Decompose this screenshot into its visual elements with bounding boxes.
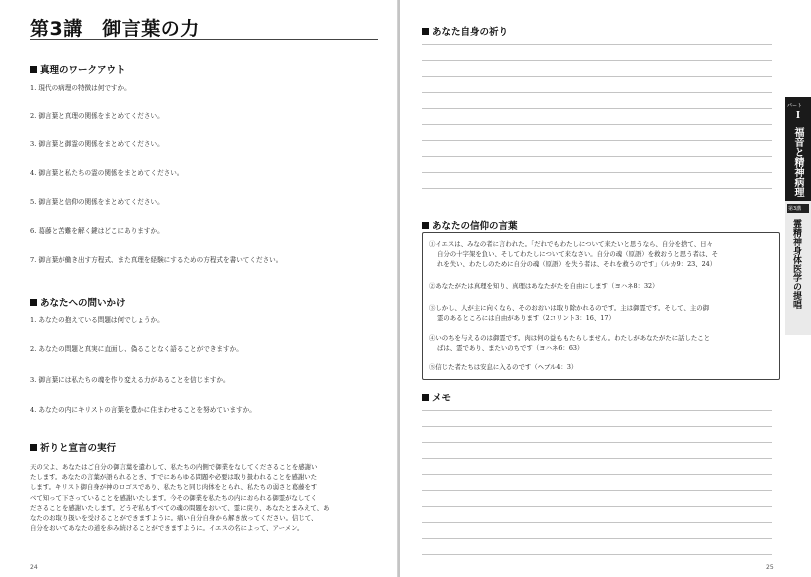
chapter-title: 霊精神身体医学の提唱: [791, 219, 801, 309]
square-bullet-icon: [30, 299, 37, 306]
square-bullet-icon: [422, 394, 429, 401]
section-heading-questions: あなたへの問いかけ: [30, 295, 126, 309]
prayer-line: たします。あなたの言葉が語られるとき、すでにあらゆる問題や必要は取り扱われることを感謝いた: [30, 473, 318, 482]
question-item: 4. 御言葉と私たちの霊の関係をまとめてください。: [30, 169, 184, 177]
right-page: [400, 0, 811, 577]
writing-line: [422, 60, 772, 61]
writing-line: [422, 522, 772, 523]
scripture-line: 自分の十字架を負い、そしてわたしについて来なさい。自分の魂（原語）を救おうと思う者は、そ: [437, 250, 719, 258]
scripture-line: れを失い、わたしのために自分の魂（原語）を失う者は、それを救うのです」（ルカ9：23、24）: [437, 260, 717, 268]
section-heading-workout: 真理のワークアウト: [30, 62, 126, 76]
question-item: 2. あなたの問題と真実に直面し、偽ることなく語ることができますか。: [30, 345, 243, 353]
writing-line: [422, 76, 772, 77]
scripture-line: 霊のあるところには自由があります（2コリント3：16、17）: [437, 314, 615, 322]
writing-line: [422, 458, 772, 459]
scripture-line: ④いのちを与えるのは御霊です。肉は何の益ももたらしません。わたしがあなたがたに話したこと: [429, 334, 711, 342]
prayer-line: 天の父よ、あなたはご自分の御言葉を遣わして、私たちの内側で御業をなしてくださることを感謝い: [30, 463, 318, 471]
question-item: 3. 御言葉と御霊の関係をまとめてください。: [30, 140, 164, 148]
scripture-line: ③しかし、人が主に向くなら、そのおおいは取り除かれるのです。主は御霊です。そして、主の御: [429, 304, 710, 312]
writing-line: [422, 108, 772, 109]
page-title: 第3講 御言葉の力: [30, 18, 200, 40]
writing-line: [422, 538, 772, 539]
question-item: 4. あなたの内にキリストの言葉を豊かに住まわせることを努めていますか。: [30, 406, 256, 414]
writing-line: [422, 426, 772, 427]
section-heading-faith-words: あなたの信仰の言葉: [422, 218, 518, 232]
writing-line: [422, 156, 772, 157]
writing-line: [422, 490, 772, 491]
writing-line: [422, 44, 772, 45]
writing-line: [422, 92, 772, 93]
writing-line: [422, 554, 772, 555]
prayer-paragraph: [30, 462, 378, 533]
question-item: 1. 現代の病理の特徴は何ですか。: [30, 84, 131, 92]
left-page: [0, 0, 398, 577]
square-bullet-icon: [30, 444, 37, 451]
prayer-line: ださることを感謝いたします。どうぞ私もすべての魂の問題をおいて、霊に戻り、あなたとまみえて、あ: [30, 503, 330, 512]
title-rule: [30, 39, 378, 40]
scripture-line: ②あなたがたは真理を知り、真理はあなたがたを自由にします（ヨハネ8：32）: [429, 282, 659, 290]
writing-line: [422, 124, 772, 125]
question-item: 3. 御言葉には私たちの魂を作り変える力があることを信じますか。: [30, 376, 230, 384]
part-number: I: [795, 111, 801, 121]
writing-line: [422, 410, 772, 411]
section-heading-prayer: 祈りと宣言の実行: [30, 440, 116, 454]
question-item: 5. 御言葉と信仰の関係をまとめてください。: [30, 198, 164, 206]
square-bullet-icon: [422, 28, 429, 35]
square-bullet-icon: [30, 66, 37, 73]
prayer-line: なたのお取り扱いを受けることができますように。痛い自分自身から解き放ってください。信じて、: [30, 514, 318, 523]
part-title: 福音と精神病理: [792, 127, 803, 197]
scripture-line: ⑤信じた者たちは安息に入るのです（ヘブル4：3）: [429, 363, 578, 371]
section-heading-own-prayer: あなた自身の祈り: [422, 24, 508, 38]
page-number: 25: [766, 564, 774, 571]
writing-line: [422, 140, 772, 141]
scripture-line: ばは、霊であり、またいのちです（ヨハネ6：63）: [437, 344, 584, 352]
prayer-line: します。キリスト御自身が神のロゴスであり、私たちと同じ肉体をとられ、私たちの弱さと葛藤をす: [30, 483, 318, 492]
writing-line: [422, 188, 772, 189]
part-side-tab: [785, 97, 811, 201]
question-item: 1. あなたの抱えている問題は何でしょうか。: [30, 316, 164, 324]
question-item: 2. 御言葉と真理の関係をまとめてください。: [30, 112, 164, 120]
writing-line: [422, 474, 772, 475]
page-number: 24: [30, 564, 38, 571]
writing-line: [422, 442, 772, 443]
part-label: パート: [787, 103, 803, 109]
chapter-side-tab: [785, 201, 811, 335]
square-bullet-icon: [422, 222, 429, 229]
writing-line: [422, 506, 772, 507]
chapter-label: 第3講: [788, 206, 802, 212]
prayer-line: べて知って下さっていることを感謝いたします。今その御業を私たちの内におられる御霊がなしてく: [30, 493, 318, 502]
scripture-box: [422, 232, 780, 380]
section-heading-memo: メモ: [422, 390, 451, 404]
prayer-line: 自分をおいてあなたの道を歩み続けることができますように。イエスの名によって、アーメン。: [30, 524, 304, 533]
writing-line: [422, 172, 772, 173]
scripture-line: ①イエスは、みなの者に言われた。「だれでもわたしについて来たいと思うなら、自分を捨て、日々: [429, 240, 713, 248]
question-item: 7. 御言葉が働き出す方程式、また真理を経験にするための方程式を書いてください。: [30, 256, 283, 264]
question-item: 6. 葛藤と苦難を解く鍵はどこにありますか。: [30, 227, 164, 235]
